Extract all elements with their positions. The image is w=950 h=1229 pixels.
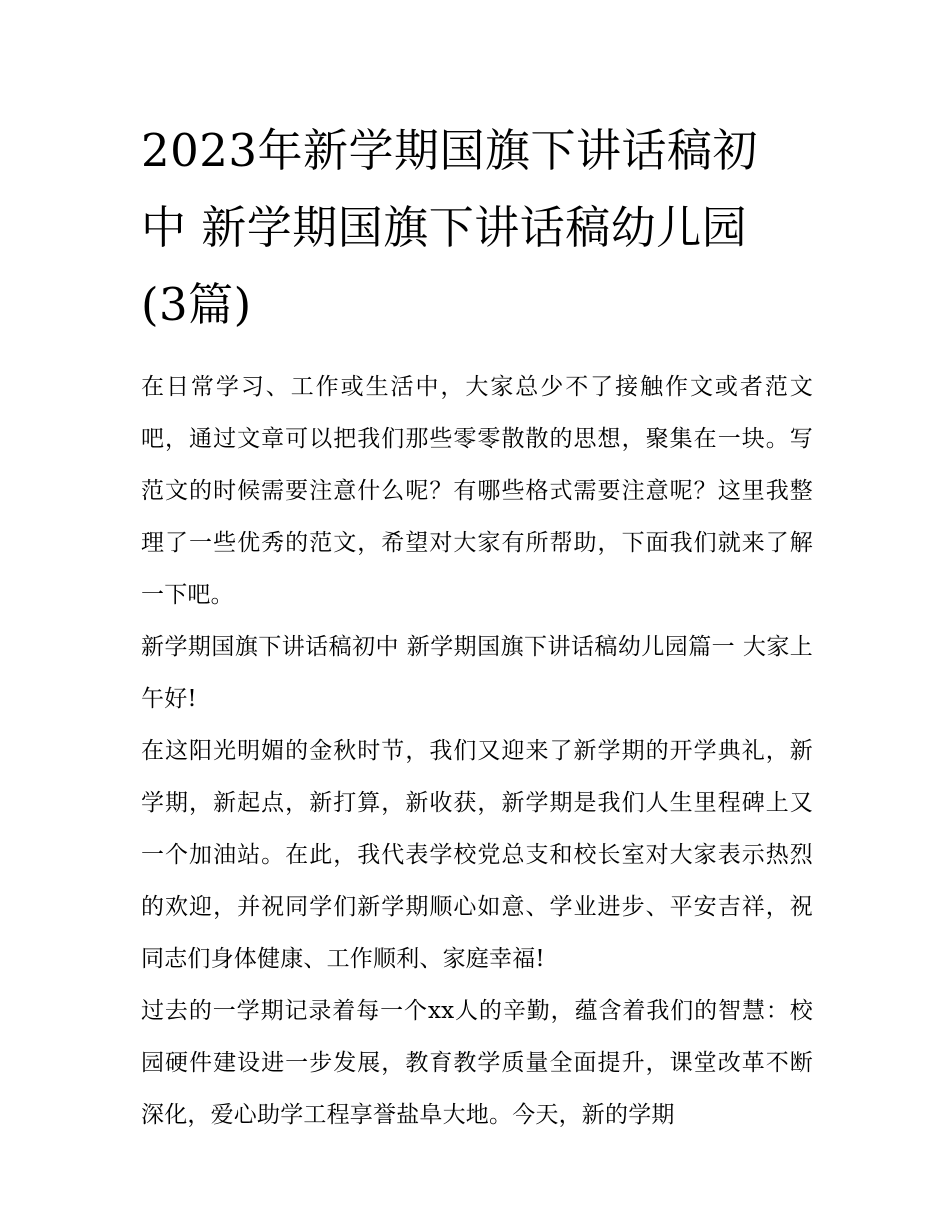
- intro-paragraph: 在日常学习、工作或生活中，大家总少不了接触作文或者范文吧，通过文章可以把我们那些零零散散的思想，聚集在一块。写范文的时候需要注意什么呢？有哪些格式需要注意呢？这里我整理了一些优秀的范文，希望对大家有所帮助，下面我们就来了解一下吧。: [141, 374, 813, 608]
- past-semester-paragraph: 过去的一学期记录着每一个xx人的辛勤，蕴含着我们的智慧：校园硬件建设进一步发展，教育教学质量全面提升，课堂改革不断深化，爱心助学工程享誉盐阜大地。今天，新的学期: [141, 998, 813, 1128]
- title-line-2: 中 新学期国旗下讲话稿幼儿园: [141, 201, 748, 254]
- title-line-3: (3篇): [141, 278, 252, 331]
- title-line-1: 2023年新学期国旗下讲话稿初: [141, 124, 759, 177]
- document-title: [141, 112, 813, 343]
- speech-heading-paragraph: 新学期国旗下讲话稿初中 新学期国旗下讲话稿幼儿园篇一 大家上午好!: [141, 634, 813, 712]
- welcome-paragraph: 在这阳光明媚的金秋时节，我们又迎来了新学期的开学典礼，新学期，新起点，新打算，新收获，新学期是我们人生里程碑上又一个加油站。在此，我代表学校党总支和校长室对大家表示热烈的欢迎，并祝同学们新学期顺心如意、学业进步、平安吉祥，祝同志们身体健康、工作顺利、家庭幸福!: [141, 738, 813, 972]
- document-page: [141, 112, 813, 1141]
